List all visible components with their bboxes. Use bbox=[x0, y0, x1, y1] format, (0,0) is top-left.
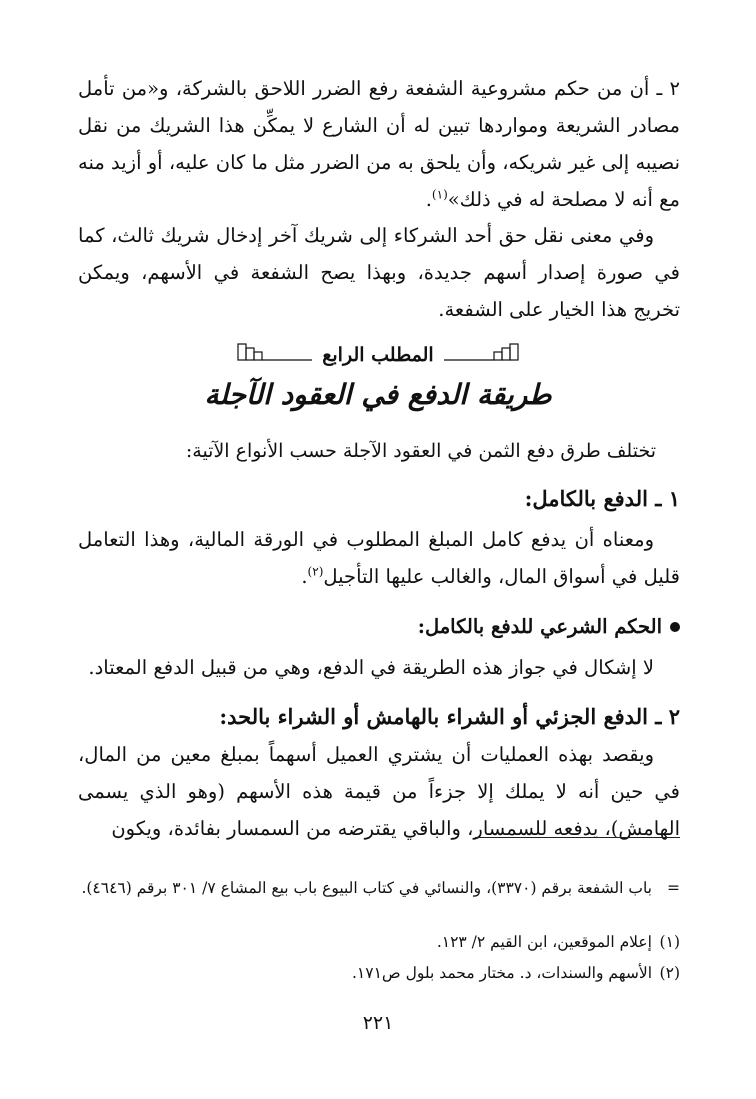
ruling-heading-text: الحكم الشرعي للدفع بالكامل: bbox=[417, 615, 662, 638]
ornament-right-svg bbox=[232, 342, 312, 362]
footnote-1: (١)إعلام الموقعين، ابن القيم ٢/ ١٢٣. bbox=[436, 933, 680, 951]
section-label-text: المطلب الرابع bbox=[322, 343, 434, 366]
item1-paragraph: ومعناه أن يدفع كامل المبلغ المطلوب في الورقة المالية، وهذا التعامل قليل في أسواق المال، والغالب عليها التأجيل$^{(٢)}$. bbox=[78, 528, 680, 588]
footnote-continued: =باب الشفعة برقم (٣٣٧٠)، والنسائي في كتاب البيوع باب بيع المشاع ٧/ ٣٠١ برقم (٤٦٤٦). bbox=[81, 879, 680, 897]
ornament-right-icon bbox=[232, 342, 312, 367]
footnote-ref-2[interactable]: (٢) bbox=[307, 564, 324, 579]
ruling-heading bbox=[418, 612, 680, 642]
section-intro: تختلف طرق دفع الثمن في العقود الآجلة حسب الأنواع الآتية: bbox=[185, 440, 656, 462]
item1-heading: ١ ـ الدفع بالكامل: bbox=[524, 486, 680, 511]
footnote-2: (٢)الأسهم والسندات، د. مختار محمد بلول ص١٧١. bbox=[351, 964, 680, 982]
paragraph-third-partner: وفي معنى نقل حق أحد الشركاء إلى شريك آخر إدخال شريك ثالث، كما في صورة إصدار أسهم جديدة، وبهذا يصح الشفعة في الأسهم، ويمكن تخريج هذا الخيار على الشفعة. bbox=[78, 224, 680, 321]
section-label bbox=[0, 342, 756, 367]
section-title: طريقة الدفع في العقود الآجلة bbox=[204, 378, 552, 411]
item2-paragraph: ويقصد بهذه العمليات أن يشتري العميل أسهماً بمبلغ معين من المال، في حين أنه لا يملك إلا جزءاً من قيمة هذه الأسهم (وهو الذي يسمى الهامش)، يدفعه للسمسار، والباقي يقترضه من السمسار بفائدة، ويكون bbox=[78, 743, 680, 840]
ruling-paragraph: لا إشكال في جواز هذه الطريقة في الدفع، وهي من قبيل الدفع المعتاد. bbox=[88, 656, 654, 679]
bullet-icon bbox=[670, 622, 680, 632]
footnote-ref-1[interactable]: (١) bbox=[431, 187, 448, 202]
item2-heading: ٢ ـ الدفع الجزئي أو الشراء بالهامش أو الشراء بالحد: bbox=[219, 704, 680, 729]
footnote-divider bbox=[475, 837, 680, 838]
ornament-left-svg bbox=[444, 342, 524, 362]
ornament-left-icon bbox=[444, 342, 524, 367]
page-number: ٢٢١ bbox=[362, 1012, 394, 1034]
paragraph-partnership-harm: ٢ ـ أن من حكم مشروعية الشفعة رفع الضرر اللاحق بالشركة، و«من تأمل مصادر الشريعة ومواردها تبين له أن الشارع لا يمكِّن هذا الشريك من نقل نصيبه إلى غير شريكه، وأن يلحق به من الضرر مثل ما كان عليه، أو أزيد منه مع أنه لا مصلحة له في ذلك»$^{(١)}$. bbox=[78, 77, 680, 211]
